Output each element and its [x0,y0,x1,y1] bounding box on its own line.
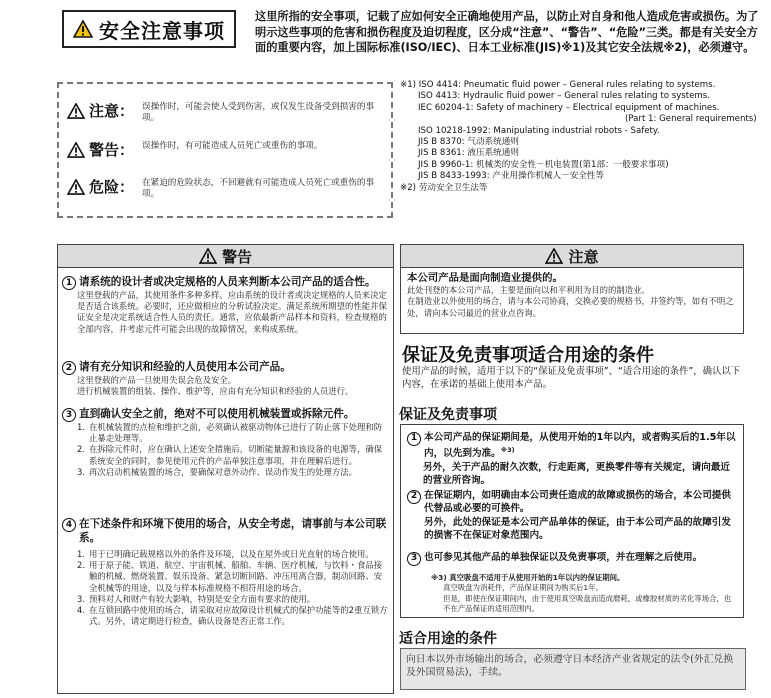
warning-section-2 [62,360,388,397]
list-item: 3. 再次启动机械装置的场合，要确保对意外动作、误动作发生的处理方法。 [77,466,357,477]
warning-triangle-icon [67,103,85,119]
section-title: 请有充分知识和经验的人员使用本公司产品。 [79,361,291,373]
section-title: 直到确认安全之前，绝对不可以使用机械装置或拆除元件。 [79,408,355,420]
exemption-note: ※3) 真空吸盘不适用于从使用开始的1年以内的保证期间。 真空吸盘为消耗件，产品保证期间为购买后1年。 但是，即使在保证期间内，由于使用真空吸盘而造成磨耗，或橡胶材质的劣化等场合，也不在产品保证的适用范围内。 [431,573,732,614]
standards-references [400,80,765,194]
level-caution [67,100,377,124]
level-desc: 在紧迫的危险状态，不回避就有可能造成人员死亡或重伤的事项。 [142,178,375,199]
warning-section-3 [62,407,388,478]
warning-panel-header [58,245,393,268]
warning-panel [57,244,394,694]
section-body: 这里登载的产品一旦使用失误会危及安全。 进行机械装置的组装、操作、维护等，应由有充分知识和经验的人员进行。 [77,375,354,397]
level-desc: 误操作时，可能会使人受到伤害，或仅发生设备受到损害的事项。 [142,102,375,123]
circled-number: 2 [62,361,76,375]
ref-line: IEC 60204-1: Safety of machinery – Electrical equipment of machines. [418,102,720,113]
suitability-title: 适合用途的条件 [399,631,497,647]
exemption-item-1: 1 本公司产品的保证期间是，从使用开始的1年以内，或者购买后的1.5年以内，以先到为准。$^{※3)}$ 另外，关于产品的耐久次数，行走距离，更换零件等有关规定，请向最近的营业所咨询。 [407,431,737,488]
conditions-title: 保证及免责事项适合用途的条件 [402,345,654,366]
warning-triangle-icon [199,248,217,264]
warning-section-4 [62,517,388,627]
warning-triangle-icon [73,20,93,38]
warning-triangle-icon [545,248,563,264]
caution-panel [400,244,744,334]
circled-number: 1 [407,432,421,446]
hazard-levels-box [57,82,393,218]
section-title: 请系统的设计者或决定规格的人员来判断本公司产品的适合性。 [79,276,376,288]
ref-line: ISO 4413: Hydraulic fluid power – General rules relating to systems. [418,91,710,102]
section-body: 这里登载的产品，其使用条件多种多样。应由系统的设计者或决定规格的人员来决定是否适合该系统。必要时，还应做相应的分析试验决定。满足系统所期望的性能并保证安全是决定系统适合性人员的责任。通常，应依最新产品样本和资料，检查规格的全部内容，并考虑元件可能会出现的故障情况，来构成系统。 [77,290,387,334]
page-title [62,10,236,48]
ref-line: ※2) 劳动安全卫生法等 [400,182,488,193]
ref-line: ISO 10218-1992: Manipulating industrial robots - Safety. [418,125,660,136]
warning-triangle-icon [67,142,85,158]
circled-number: 1 [62,276,76,290]
caution-panel-title: 注意 [568,247,599,266]
level-danger [67,176,377,200]
section-title: 在下述条件和环境下使用的场合，从安全考虑，请事前与本公司联系。 [79,518,387,544]
intro-text: 这里所指的安全事项，记载了应如何安全正确地使用产品，以防止对自身和他人造成危害或损伤。为了明示这些事项的危害和损伤程度及迫切程度，区分成“注意”、“警告”、“危险”三类。都是有关安全方面的重要内容，加上国际标准(ISO/IEC)、日本工业标准(JIS)※1)及其它安全法规※2)，必须遵守。 [255,10,759,55]
list-item: 4. 在互锁回路中使用的场合，请采取对应故障设计机械式的保护功能等的2重互锁方式。另外，请定期进行检查，确认设备是否正常工作。 [77,605,388,627]
caution-panel-header [401,245,743,268]
page-title-text: 安全注意事项 [99,18,225,43]
list-item: 1. 在机械装置的点检和维护之前，必须确认被驱动物体已进行了防止落下处理和防止暴走处理等。 [77,422,383,444]
circled-number: 4 [62,518,76,532]
level-label: 危险： [89,178,135,196]
exemption-item-2: 2 在保证期内，如明确由本公司责任造成的故障或损伤的场合，本公司提供代替品或必要的可换件。 另外，此处的保证是本公司产品单体的保证，由于本公司产品的故障引发的损害不在保证对象范围内。 [407,489,737,543]
list-item: 1. 用于已明确记载规格以外的条件及环境，以及在屋外或日光直射的场合使用。 [77,549,374,559]
list-item: 2. 用于原子能、铁道、航空、宇宙机械、船舶、车辆、医疗机械，与饮料・食品接触的机械、燃烧装置、娱乐设备、紧急切断回路、冲压用离合器，制动回路、安全机械等的用途，以及与样本标准规格不相符用途的场合。 [77,560,383,593]
ref-line: ※1) ISO 4414: Pneumatic fluid power – General rules relating to systems. [400,80,716,90]
exemption-item-3: 3 也可参见其他产品的单独保证以及免责事项，并在理解之后使用。 [407,551,737,566]
conditions-desc: 使用产品的时候，适用于以下的“保证及免责事项”、“适合用途的条件”，确认以下内容，在承诺的基础上使用本产品。 [402,366,741,390]
level-label: 注意： [89,102,135,120]
level-desc: 误操作时，有可能造成人员死亡或重伤的事项。 [142,141,323,151]
warning-panel-title: 警告 [221,247,252,266]
ref-line: JIS B 8433-1993: 产业用操作机械人－安全性等 [418,171,605,182]
caution-text: 此处刊登的本公司产品，主要是面向以和平利用为目的的制造业。 在制造业以外使用的场合，请与本公司协商，交换必要的规格书，并签约等，如有不明之处，请向本公司最近的营业点咨询。 [407,285,734,318]
warning-section-1 [62,275,388,335]
suitability-text: 向日本以外市场输出的场合，必须遵守日本经济产业省规定的法令(外汇兑换及外国贸易法)，手续。 [400,648,746,690]
circled-number: 3 [407,552,421,566]
exemption-title: 保证及免责事项 [399,407,497,423]
ref-line: JIS B 8361: 液压系统通则 [418,148,519,159]
level-warning [67,139,377,160]
exemption-box [400,424,744,618]
caution-bold-text: 本公司产品是面向制造业提供的。 [407,272,563,284]
ref-line: JIS B 8370: 气动系统通则 [418,137,519,148]
ref-line: JIS B 9960-1: 机械类的安全性－机电装置(第1部：一般要求事项) [418,159,669,170]
level-label: 警告： [89,141,135,159]
warning-triangle-icon [67,179,85,195]
list-item: 2. 在拆除元件时，应在确认上述安全措施后，切断能量源和该设备的电源等，确保系统安全的同时，参见使用元件的产品单独注意事项，并在理解后进行。 [77,444,383,466]
circled-number: 3 [62,408,76,422]
circled-number: 2 [407,490,421,504]
list-item: 3. 预料对人和财产有较大影响，特别是安全方面有要求的使用。 [77,593,316,604]
ref-line: (Part 1: General requirements) [625,114,757,125]
